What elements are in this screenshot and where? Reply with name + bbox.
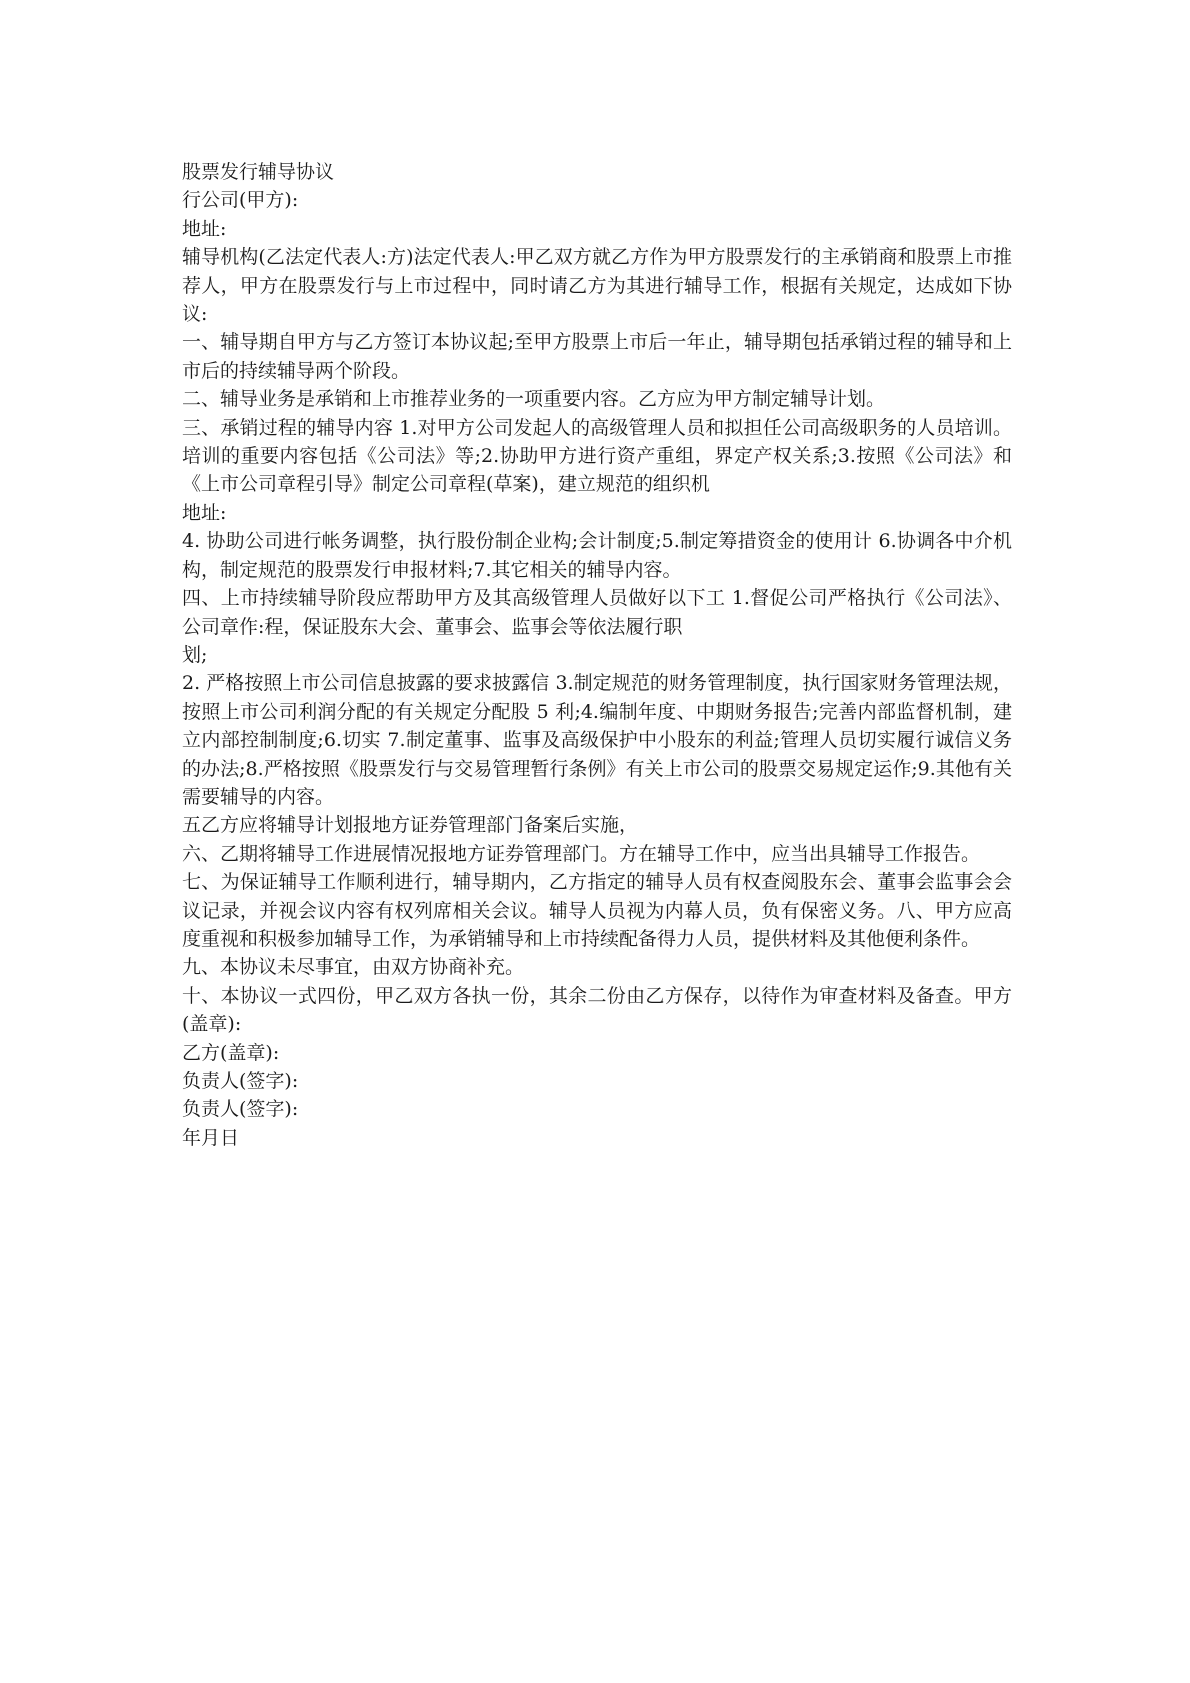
paragraph-address-2: 地址:	[182, 501, 227, 524]
paragraph-clause-3-item-4: 4. 协助公司进行帐务调整，执行股份制企业构;会计制度;5.制定筹措资金的使用计 6.协调各中介机构，制定规范的股票发行申报材料;7.其它相关的辅导内容。	[182, 530, 1012, 581]
paragraph-clause-4-item-2: 2. 严格按照上市公司信息披露的要求披露信 3.制定规范的财务管理制度，执行国家财务管理法规，按照上市公司利润分配的有关规定分配股 5 利;4.编制年度、中期财务报告;完善内部监督机制，建立内部控制制度;6.切实 7.制定董事、监事及高级保护中小股东的利益;管理人员切实履行诚信义务的办法;8.严格按照《股票发行与交易管理暂行条例》有关上市公司的股票交易规定运作;9.其他有关需要辅导的内容。	[182, 672, 1012, 808]
paragraph-clause-10: 十、本协议一式四份，甲乙双方各执一份，其余二份由乙方保存，以待作为审查材料及备查。甲方(盖章):	[182, 984, 1012, 1036]
paragraph-fragment: 划;	[182, 643, 208, 666]
paragraph-clause-7: 七、为保证辅导工作顺利进行，辅导期内，乙方指定的辅导人员有权查阅股东会、董事会监事会会议记录，并视会议内容有权列席相关会议。辅导人员视为内幕人员，负有保密义务。八、甲方应高度重视和积极参加辅导工作，为承销辅导和上市持续配备得力人员，提供材料及其他便利条件。	[182, 871, 1012, 950]
document-body	[182, 158, 1012, 1152]
paragraph-clause-9: 九、本协议未尽事宜，由双方协商补充。	[182, 956, 525, 979]
paragraph-clause-4: 四、上市持续辅导阶段应帮助甲方及其高级管理人员做好以下工 1.督促公司严格执行《公司法》、公司章作:程，保证股东大会、董事会、监事会等依法履行职	[182, 587, 1012, 638]
paragraph-clause-1: 一、辅导期自甲方与乙方签订本协议起;至甲方股票上市后一年止，辅导期包括承销过程的辅导和上市后的持续辅导两个阶段。	[182, 331, 1012, 382]
paragraph-clause-6: 六、乙期将辅导工作进展情况报地方证券管理部门。方在辅导工作中，应当出具辅导工作报告。	[182, 842, 981, 865]
signature-party-b-seal: 乙方(盖章):	[182, 1041, 280, 1064]
paragraph-preamble: 辅导机构(乙法定代表人:方)法定代表人:甲乙双方就乙方作为甲方股票发行的主承销商和股票上市推荐人，甲方在股票发行与上市过程中，同时请乙方为其进行辅导工作，根据有关规定，达成如下协议:	[182, 246, 1012, 326]
signature-responsible-2: 负责人(签字):	[182, 1098, 299, 1121]
paragraph-issuer: 行公司(甲方):	[182, 189, 299, 212]
paragraph-clause-3: 三、承销过程的辅导内容 1.对甲方公司发起人的高级管理人员和拟担任公司高级职务的人员培训。培训的重要内容包括《公司法》等;2.协助甲方进行资产重组，界定产权关系;3.按照《公司法》和《上市公司章程引导》制定公司章程(草案)，建立规范的组织机	[182, 416, 1012, 496]
paragraph-address-1: 地址:	[182, 217, 227, 240]
paragraph-clause-2: 二、辅导业务是承销和上市推荐业务的一项重要内容。乙方应为甲方制定辅导计划。	[182, 388, 886, 411]
document-title: 股票发行辅导协议	[182, 161, 335, 183]
signature-date: 年月日	[182, 1126, 240, 1149]
signature-responsible-1: 负责人(签字):	[182, 1070, 299, 1092]
paragraph-clause-5: 五乙方应将辅导计划报地方证券管理部门备案后实施，	[182, 814, 639, 837]
